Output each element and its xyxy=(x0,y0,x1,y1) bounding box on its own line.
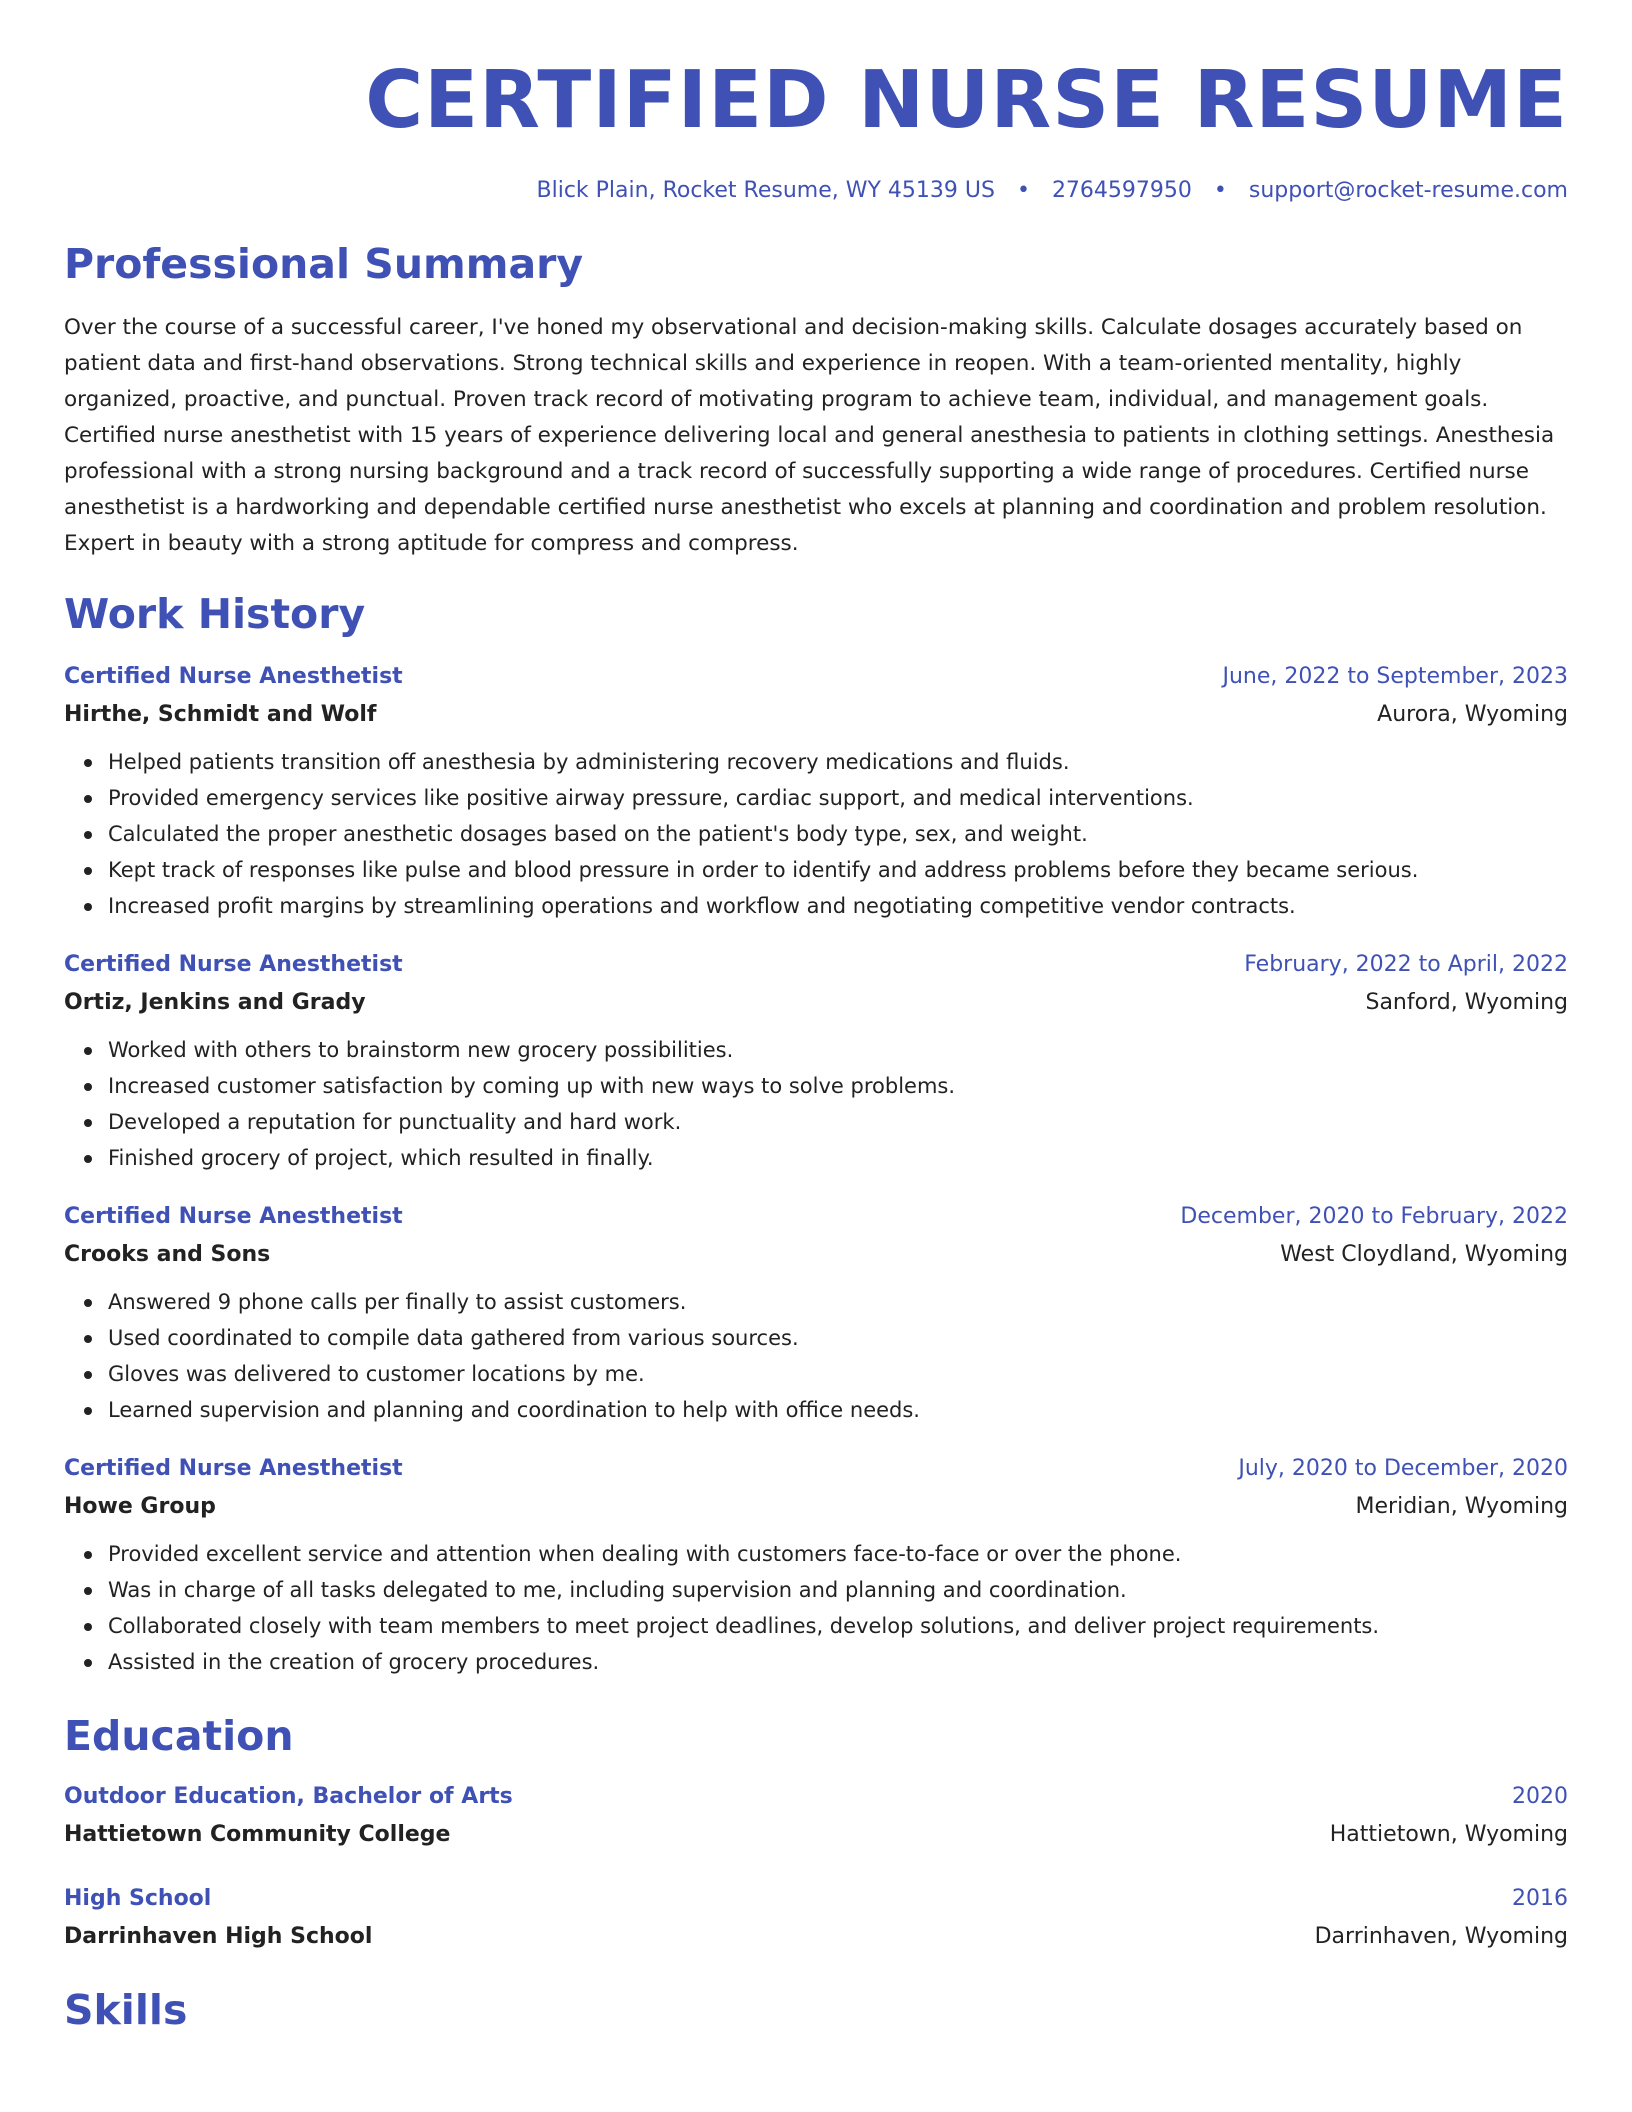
job-entry xyxy=(64,946,1568,1176)
skills-heading: Skills xyxy=(64,1986,188,2034)
job-bullet: Provided emergency services like positive airway pressure, cardiac support, and medical interventions. xyxy=(108,780,1568,816)
job-bullet: Helped patients transition off anesthesia by administering recovery medications and fluids. xyxy=(108,744,1568,780)
job-bullet: Calculated the proper anesthetic dosages based on the patient's body type, sex, and weight. xyxy=(108,816,1568,852)
job-bullet: Learned supervision and planning and coordination to help with office needs. xyxy=(108,1392,1568,1428)
job-role: Certified Nurse Anesthetist xyxy=(64,664,403,689)
job-entry xyxy=(64,1198,1568,1428)
job-dates: June, 2022 to September, 2023 xyxy=(1222,664,1568,689)
job-entry xyxy=(64,658,1568,924)
education-degree: High School xyxy=(64,1886,212,1911)
job-bullets xyxy=(64,1032,1568,1176)
summary-text: Over the course of a successful career, I've honed my observational and decision-making skills. Calculate dosages accurately based on patient data and first-hand observations. Strong technical skills and experience in reopen. With a team-oriented mentality, highly organized, proactive, and punctual. Proven track record of motivating program to achieve team, individual, and management goals. Certified nurse anesthetist with 15 years of experience delivering local and general anesthesia to patients in clothing settings. Anesthesia professional with a strong nursing background and a track record of successfully supporting a wide range of procedures. Certified nurse anesthetist is a hardworking and dependable certified nurse anesthetist who excels at planning and coordination and problem resolution. Expert in beauty with a strong aptitude for compress and compress. xyxy=(64,315,1555,556)
job-bullet: Assisted in the creation of grocery procedures. xyxy=(108,1644,1568,1680)
job-bullet: Kept track of responses like pulse and blood pressure in order to identify and address problems before they became serious. xyxy=(108,852,1568,888)
education-heading: Education xyxy=(64,1712,294,1760)
work-history-heading: Work History xyxy=(64,590,366,638)
job-location: Meridian, Wyoming xyxy=(1355,1494,1568,1519)
job-bullet: Increased profit margins by streamlining operations and workflow and negotiating competitive vendor contracts. xyxy=(108,888,1568,924)
job-bullet: Used coordinated to compile data gathered from various sources. xyxy=(108,1320,1568,1356)
job-bullet: Collaborated closely with team members to meet project deadlines, develop solutions, and deliver project requirements. xyxy=(108,1608,1568,1644)
education-location: Darrinhaven, Wyoming xyxy=(1314,1924,1568,1949)
contact-separator: • xyxy=(1016,178,1030,203)
contact-address: Blick Plain, Rocket Resume, WY 45139 US xyxy=(536,178,995,203)
job-company: Ortiz, Jenkins and Grady xyxy=(64,990,366,1015)
job-bullets xyxy=(64,1284,1568,1428)
job-bullet: Provided excellent service and attention when dealing with customers face-to-face or over the phone. xyxy=(108,1536,1568,1572)
job-bullet: Gloves was delivered to customer locations by me. xyxy=(108,1356,1568,1392)
job-role: Certified Nurse Anesthetist xyxy=(64,1204,403,1229)
education-year: 2016 xyxy=(1512,1886,1568,1911)
education-school: Darrinhaven High School xyxy=(64,1924,373,1949)
education-location: Hattietown, Wyoming xyxy=(1329,1822,1568,1847)
education-degree: Outdoor Education, Bachelor of Arts xyxy=(64,1784,513,1809)
education-entry xyxy=(64,1880,1568,1956)
job-entry xyxy=(64,1450,1568,1680)
contact-separator: • xyxy=(1213,178,1227,203)
job-role: Certified Nurse Anesthetist xyxy=(64,952,403,977)
education-year: 2020 xyxy=(1512,1784,1568,1809)
resume-page xyxy=(64,50,1568,2036)
job-dates: February, 2022 to April, 2022 xyxy=(1244,952,1568,977)
job-bullet: Was in charge of all tasks delegated to me, including supervision and planning and coordination. xyxy=(108,1572,1568,1608)
job-bullet: Worked with others to brainstorm new grocery possibilities. xyxy=(108,1032,1568,1068)
job-company: Hirthe, Schmidt and Wolf xyxy=(64,702,377,727)
job-bullets xyxy=(64,744,1568,924)
job-bullet: Answered 9 phone calls per finally to assist customers. xyxy=(108,1284,1568,1320)
contact-email: support@rocket-resume.com xyxy=(1248,178,1568,203)
education-school: Hattietown Community College xyxy=(64,1822,451,1847)
job-bullet: Increased customer satisfaction by coming up with new ways to solve problems. xyxy=(108,1068,1568,1104)
job-location: West Cloydland, Wyoming xyxy=(1280,1242,1568,1267)
job-bullet: Finished grocery of project, which resulted in finally. xyxy=(108,1140,1568,1176)
summary-heading: Professional Summary xyxy=(64,240,584,288)
job-bullets xyxy=(64,1536,1568,1680)
job-company: Crooks and Sons xyxy=(64,1242,271,1267)
education-entry xyxy=(64,1778,1568,1854)
resume-title: CERTIFIED NURSE RESUME xyxy=(365,54,1568,146)
job-dates: December, 2020 to February, 2022 xyxy=(1180,1204,1568,1229)
contact-line xyxy=(64,176,1568,206)
job-location: Aurora, Wyoming xyxy=(1377,702,1568,727)
job-dates: July, 2020 to December, 2020 xyxy=(1238,1456,1568,1481)
contact-phone: 2764597950 xyxy=(1051,178,1192,203)
job-location: Sanford, Wyoming xyxy=(1365,990,1568,1015)
job-bullet: Developed a reputation for punctuality and hard work. xyxy=(108,1104,1568,1140)
job-company: Howe Group xyxy=(64,1494,216,1519)
job-role: Certified Nurse Anesthetist xyxy=(64,1456,403,1481)
